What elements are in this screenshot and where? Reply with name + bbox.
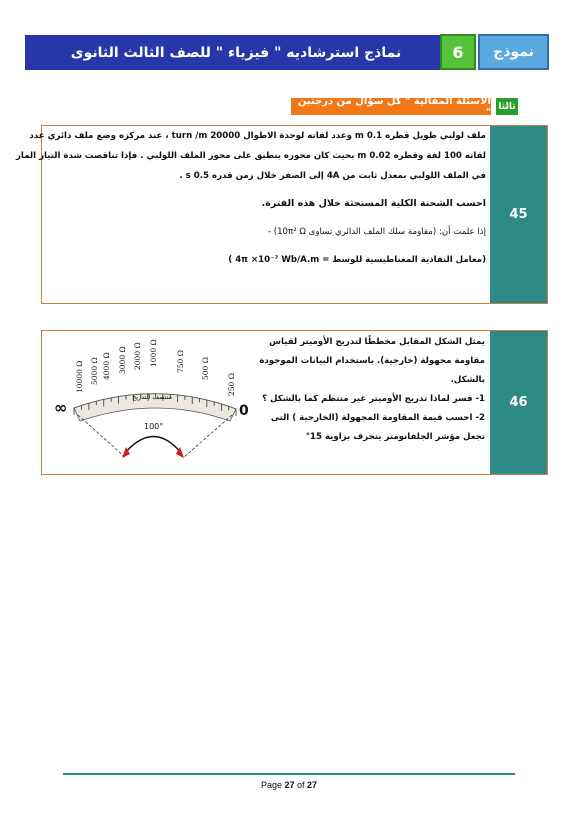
dial-label-4000: 4000 Ω — [102, 352, 111, 380]
question-46-text — [259, 334, 485, 445]
dial-label-3000: 3000 Ω — [118, 346, 127, 374]
q45-line-3: في الملف اللولبي بمعدل ثابت من 4A إلى الصفر خلال زمن قدره 0.5 s . — [179, 171, 486, 181]
q46-line-2: مقاومة مجهولة (خارجية). باستخدام البيانات الموجودة — [259, 356, 485, 366]
q46-line-4: 1- فسر لماذا تدريج الأوميتر غير منتظم كما بالشكل ؟ — [262, 394, 485, 404]
header-title: نماذج استرشاديه " فيزياء " للصف الثالث الثانوى — [70, 44, 402, 61]
q45-line-6: (معامل النفاذية المغناطيسية للوسط = 4π ×10⁻⁷ Wb/A.m ) — [228, 255, 486, 265]
midpoint-label: منتصف التدريج — [132, 393, 173, 401]
section-title: الأسئلة المقالية " كل سؤال من درجتين " — [291, 98, 491, 115]
dial-label-1000: 1000 Ω — [149, 339, 158, 367]
right-radius-line — [183, 415, 232, 458]
infinity-label: ∞ — [54, 398, 68, 417]
dial-label-750: 750 Ω — [176, 350, 185, 373]
model-label-badge: نموذج — [478, 34, 549, 70]
footer-current-page: 27 — [284, 780, 295, 790]
model-number-badge: 6 — [440, 34, 476, 70]
dial-label-250: 250 Ω — [227, 373, 236, 396]
footer-middle: of — [294, 780, 308, 790]
question-46-number: 46 — [490, 331, 547, 474]
q46-line-3: بالشكل. — [450, 375, 485, 385]
dial-label-10000: 10000 Ω — [75, 360, 84, 393]
q46-line-5: 2- احسب قيمة المقاومة المجهولة (الخارجية ) التى — [270, 413, 485, 423]
left-radius-line — [78, 415, 126, 458]
question-45-text — [15, 128, 486, 268]
question-45-number: 45 — [490, 126, 547, 303]
section-tag: ثالثا — [496, 98, 518, 115]
q45-line-5: إذا علمت أن: (مقاومة سلك الملف الدائري تساوى 10π² Ω) - — [267, 227, 486, 237]
footer-prefix: Page — [260, 780, 285, 790]
dial-label-500: 500 Ω — [201, 357, 210, 380]
q45-line-2: لفاته 100 لفة وقطره 0.02 m بحيث كان محوره ينطبق على محور الملف اللولبي . فإذا تناقصت شدة التيار المار — [15, 151, 486, 161]
zero-label: 0 — [239, 403, 249, 419]
angle-arc — [124, 437, 182, 455]
dial-label-5000: 5000 Ω — [90, 357, 99, 385]
page-footer — [63, 780, 515, 790]
q46-line-1: يمثل الشكل المقابل مخططًا لتدريج الأوميتر لقياس — [269, 337, 485, 347]
q45-line-1: ملف لولبي طويل قطره 0.1 m وعدد لفاته لوحدة الاطوال 20000 turn /m ، عند مركزه وضع ملف دائري عدد — [29, 131, 486, 141]
angle-label: 100° — [144, 422, 164, 431]
footer-divider — [63, 773, 515, 775]
q46-line-6: تجعل مؤشر الجلفانومتر ينحرف بزاوية 15° — [305, 432, 485, 442]
ohmmeter-scale-diagram — [46, 333, 278, 473]
dial-label-2000: 2000 Ω — [133, 342, 142, 370]
footer-total-pages: 27 — [307, 780, 318, 790]
header-title-bar — [25, 35, 447, 70]
q45-line-4: احسب الشحنة الكلية المستحثة خلال هذه الفترة. — [261, 198, 486, 209]
